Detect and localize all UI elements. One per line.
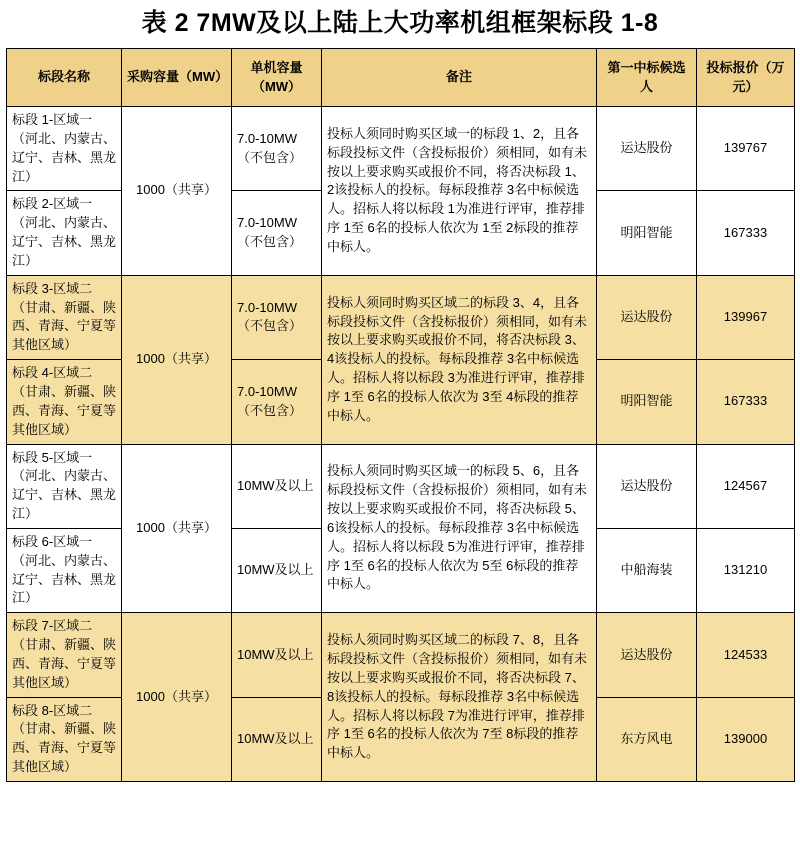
cell-unit-capacity: 7.0-10MW（不包含）	[232, 191, 322, 275]
table-body	[7, 107, 795, 782]
cell-bid-price: 124533	[697, 613, 795, 697]
cell-unit-capacity: 10MW及以上	[232, 528, 322, 612]
column-header-purchase-capacity: 采购容量（MW）	[122, 49, 232, 107]
cell-remarks: 投标人须同时购买区域一的标段 1、2，且各标段投标文件（含投标报价）须相同，如有未按以上要求购买或报价不同，将否决标段 1、2该投标人的投标。每标段推荐 3名中标候选人。招标人将以标段 1为准进行评审，推荐排序 1至 6名的投标人依次为 1至 2标段的推荐中标人。	[322, 107, 597, 276]
table-row	[7, 107, 795, 191]
cell-section-name: 标段 1-区域一（河北、内蒙古、辽宁、吉林、黑龙江）	[7, 107, 122, 191]
column-header-remarks: 备注	[322, 49, 597, 107]
cell-section-name: 标段 8-区域二（甘肃、新疆、陕西、青海、宁夏等其他区域）	[7, 697, 122, 781]
column-header-bid-price: 投标报价（万元）	[697, 49, 795, 107]
cell-bid-price: 139000	[697, 697, 795, 781]
cell-first-candidate: 中船海装	[597, 528, 697, 612]
cell-first-candidate: 运达股份	[597, 613, 697, 697]
table-row	[7, 275, 795, 359]
cell-purchase-capacity: 1000（共享）	[122, 107, 232, 276]
column-header-first-candidate: 第一中标候选人	[597, 49, 697, 107]
cell-unit-capacity: 7.0-10MW（不包含）	[232, 275, 322, 359]
cell-first-candidate: 明阳智能	[597, 360, 697, 444]
cell-bid-price: 124567	[697, 444, 795, 528]
cell-purchase-capacity: 1000（共享）	[122, 613, 232, 782]
cell-purchase-capacity: 1000（共享）	[122, 275, 232, 444]
cell-bid-price: 139967	[697, 275, 795, 359]
cell-section-name: 标段 3-区域二（甘肃、新疆、陕西、青海、宁夏等其他区域）	[7, 275, 122, 359]
cell-section-name: 标段 2-区域一（河北、内蒙古、辽宁、吉林、黑龙江）	[7, 191, 122, 275]
cell-first-candidate: 运达股份	[597, 444, 697, 528]
column-header-unit-capacity: 单机容量（MW）	[232, 49, 322, 107]
table-row	[7, 613, 795, 697]
cell-section-name: 标段 5-区域一（河北、内蒙古、辽宁、吉林、黑龙江）	[7, 444, 122, 528]
cell-section-name: 标段 7-区域二（甘肃、新疆、陕西、青海、宁夏等其他区域）	[7, 613, 122, 697]
cell-first-candidate: 运达股份	[597, 107, 697, 191]
cell-first-candidate: 运达股份	[597, 275, 697, 359]
cell-first-candidate: 明阳智能	[597, 191, 697, 275]
column-header-section-name: 标段名称	[7, 49, 122, 107]
cell-section-name: 标段 6-区域一（河北、内蒙古、辽宁、吉林、黑龙江）	[7, 528, 122, 612]
cell-purchase-capacity: 1000（共享）	[122, 444, 232, 613]
page-title: 表 2 7MW及以上陆上大功率机组框架标段 1-8	[141, 9, 659, 37]
table-header	[7, 49, 795, 107]
cell-bid-price: 131210	[697, 528, 795, 612]
cell-unit-capacity: 10MW及以上	[232, 697, 322, 781]
cell-remarks: 投标人须同时购买区域二的标段 3、4，且各标段投标文件（含投标报价）须相同，如有未按以上要求购买或报价不同，将否决标段 3、4该投标人的投标。每标段推荐 3名中标候选人。招标人将以标段 3为准进行评审，推荐排序 1至 6名的投标人依次为 3至 4标段的推荐中标人。	[322, 275, 597, 444]
cell-bid-price: 167333	[697, 360, 795, 444]
cell-bid-price: 167333	[697, 191, 795, 275]
cell-unit-capacity: 7.0-10MW（不包含）	[232, 360, 322, 444]
cell-unit-capacity: 10MW及以上	[232, 444, 322, 528]
cell-section-name: 标段 4-区域二（甘肃、新疆、陕西、青海、宁夏等其他区域）	[7, 360, 122, 444]
cell-remarks: 投标人须同时购买区域二的标段 7、8，且各标段投标文件（含投标报价）须相同，如有未按以上要求购买或报价不同，将否决标段 7、8该投标人的投标。每标段推荐 3名中标候选人。招标人将以标段 7为准进行评审，推荐排序 1至 6名的投标人依次为 7至 8标段的推荐中标人。	[322, 613, 597, 782]
cell-bid-price: 139767	[697, 107, 795, 191]
table-header-row	[7, 49, 795, 107]
cell-unit-capacity: 7.0-10MW（不包含）	[232, 107, 322, 191]
cell-first-candidate: 东方风电	[597, 697, 697, 781]
cell-unit-capacity: 10MW及以上	[232, 613, 322, 697]
table-row	[7, 444, 795, 528]
cell-remarks: 投标人须同时购买区域一的标段 5、6，且各标段投标文件（含投标报价）须相同，如有未按以上要求购买或报价不同，将否决标段 5、6该投标人的投标。每标段推荐 3名中标候选人。招标人将以标段 5为准进行评审，推荐排序 1至 6名的投标人依次为 5至 6标段的推荐中标人。	[322, 444, 597, 613]
bid-section-table	[6, 48, 795, 782]
